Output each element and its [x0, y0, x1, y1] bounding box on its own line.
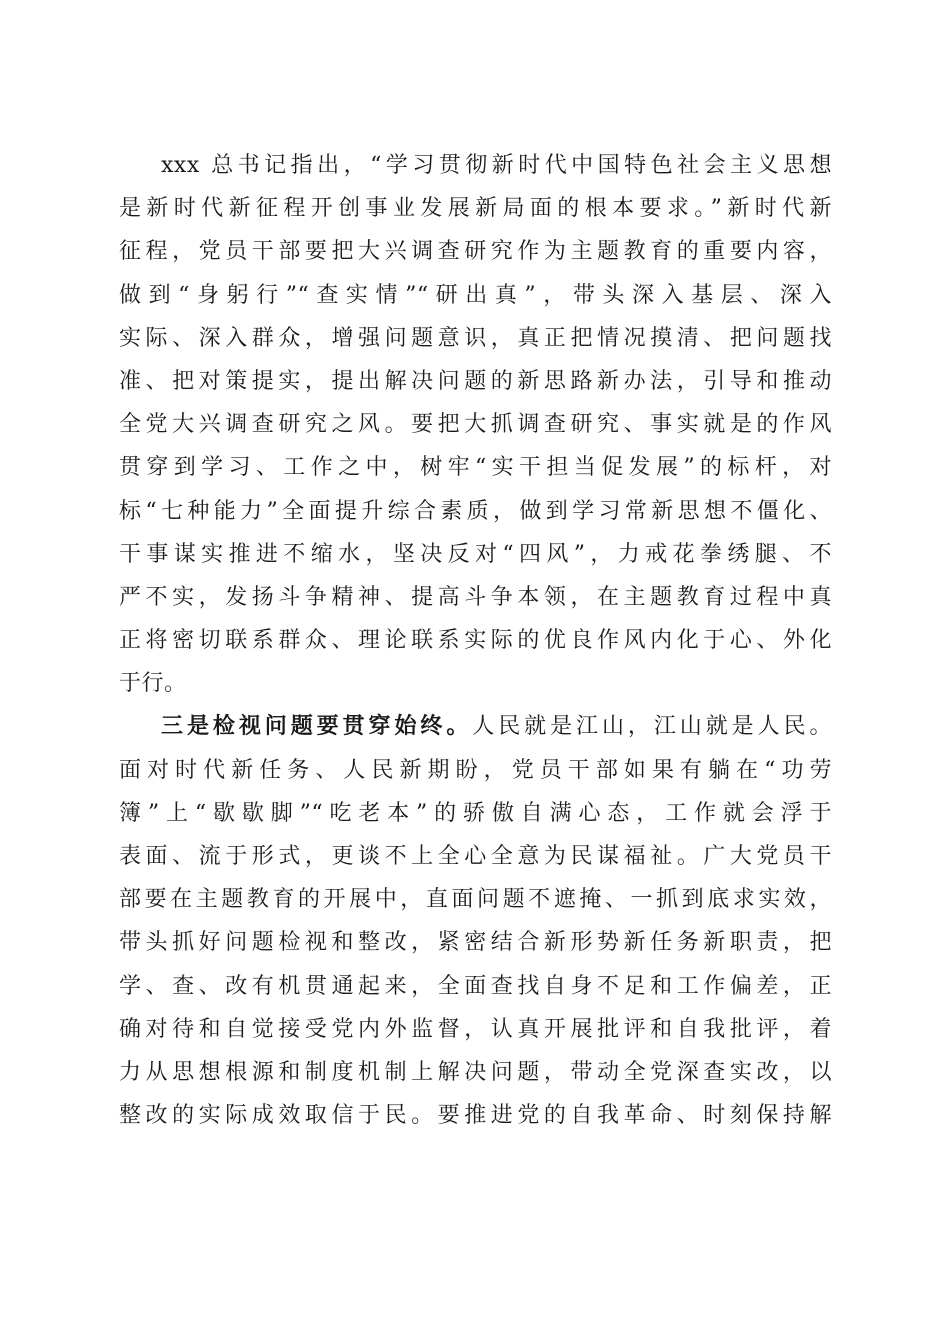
paragraph-2-line-3: 簿”上“歇歇脚”“吃老本”的骄傲自满心态，工作就会浮于	[119, 800, 832, 826]
paragraph-2-line-8: 确对待和自觉接受党内外监督，认真开展批评和自我批评，着	[119, 1016, 832, 1042]
paragraph-1-line-8: 贯穿到学习、工作之中，树牢“实干担当促发展”的标杆，对	[119, 455, 832, 481]
paragraph-2-line-6: 带头抓好问题检视和整改，紧密结合新形势新任务新职责，把	[119, 930, 832, 956]
paragraph-1-line-1: xxx 总书记指出，“学习贯彻新时代中国特色社会主义思想	[161, 153, 832, 178]
paragraph-2-line-1	[119, 705, 832, 748]
paragraph-2-line-10: 整改的实际成效取信于民。要推进党的自我革命、时刻保持解	[119, 1103, 832, 1129]
paragraph-1-line-9: 标“七种能力”全面提升综合素质，做到学习常新思想不僵化、	[119, 498, 832, 524]
paragraph-1-line-5: 实际、深入群众，增强问题意识，真正把情况摸清、把问题找	[119, 325, 832, 351]
paragraph-2-line-2: 面对时代新任务、人民新期盼，党员干部如果有躺在“功劳	[119, 757, 832, 783]
paragraph-2-line-4: 表面、流于形式，更谈不上全心全意为民谋福祉。广大党员干	[119, 844, 832, 869]
paragraph-1-line-3: 征程，党员干部要把大兴调查研究作为主题教育的重要内容，	[119, 239, 832, 265]
paragraph-2-line-9: 力从思想根源和制度机制上解决问题，带动全党深查实改，以	[119, 1059, 832, 1085]
paragraph-1-line-2: 是新时代新征程开创事业发展新局面的根本要求。”新时代新	[119, 196, 832, 222]
paragraph-2-first-line-text: 人民就是江山，江山就是人民。	[472, 714, 832, 740]
paragraph-1-line-4: 做到“身躬行”“查实情”“研出真”，带头深入基层、深入	[119, 282, 832, 308]
paragraph-1-line-13: 于行。	[119, 671, 187, 697]
paragraph-1-line-6: 准、把对策提实，提出解决问题的新思路新办法，引导和推动	[119, 368, 832, 394]
document-body	[119, 144, 832, 1137]
paragraph-1-line-10: 干事谋实推进不缩水，坚决反对“四风”，力戒花拳绣腿、不	[119, 541, 832, 567]
paragraph-1-line-12: 正将密切联系群众、理论联系实际的优良作风内化于心、外化	[119, 628, 832, 654]
paragraph-2-line-5: 部要在主题教育的开展中，直面问题不遮掩、一抓到底求实效，	[119, 887, 832, 913]
paragraph-2-heading: 三是检视问题要贯穿始终。	[161, 713, 473, 740]
paragraph-1-line-11: 严不实，发扬斗争精神、提高斗争本领，在主题教育过程中真	[119, 584, 832, 610]
paragraph-1-line-7: 全党大兴调查研究之风。要把大抓调查研究、事实就是的作风	[119, 412, 832, 438]
paragraph-2-line-7: 学、查、改有机贯通起来，全面查找自身不足和工作偏差，正	[119, 973, 832, 999]
